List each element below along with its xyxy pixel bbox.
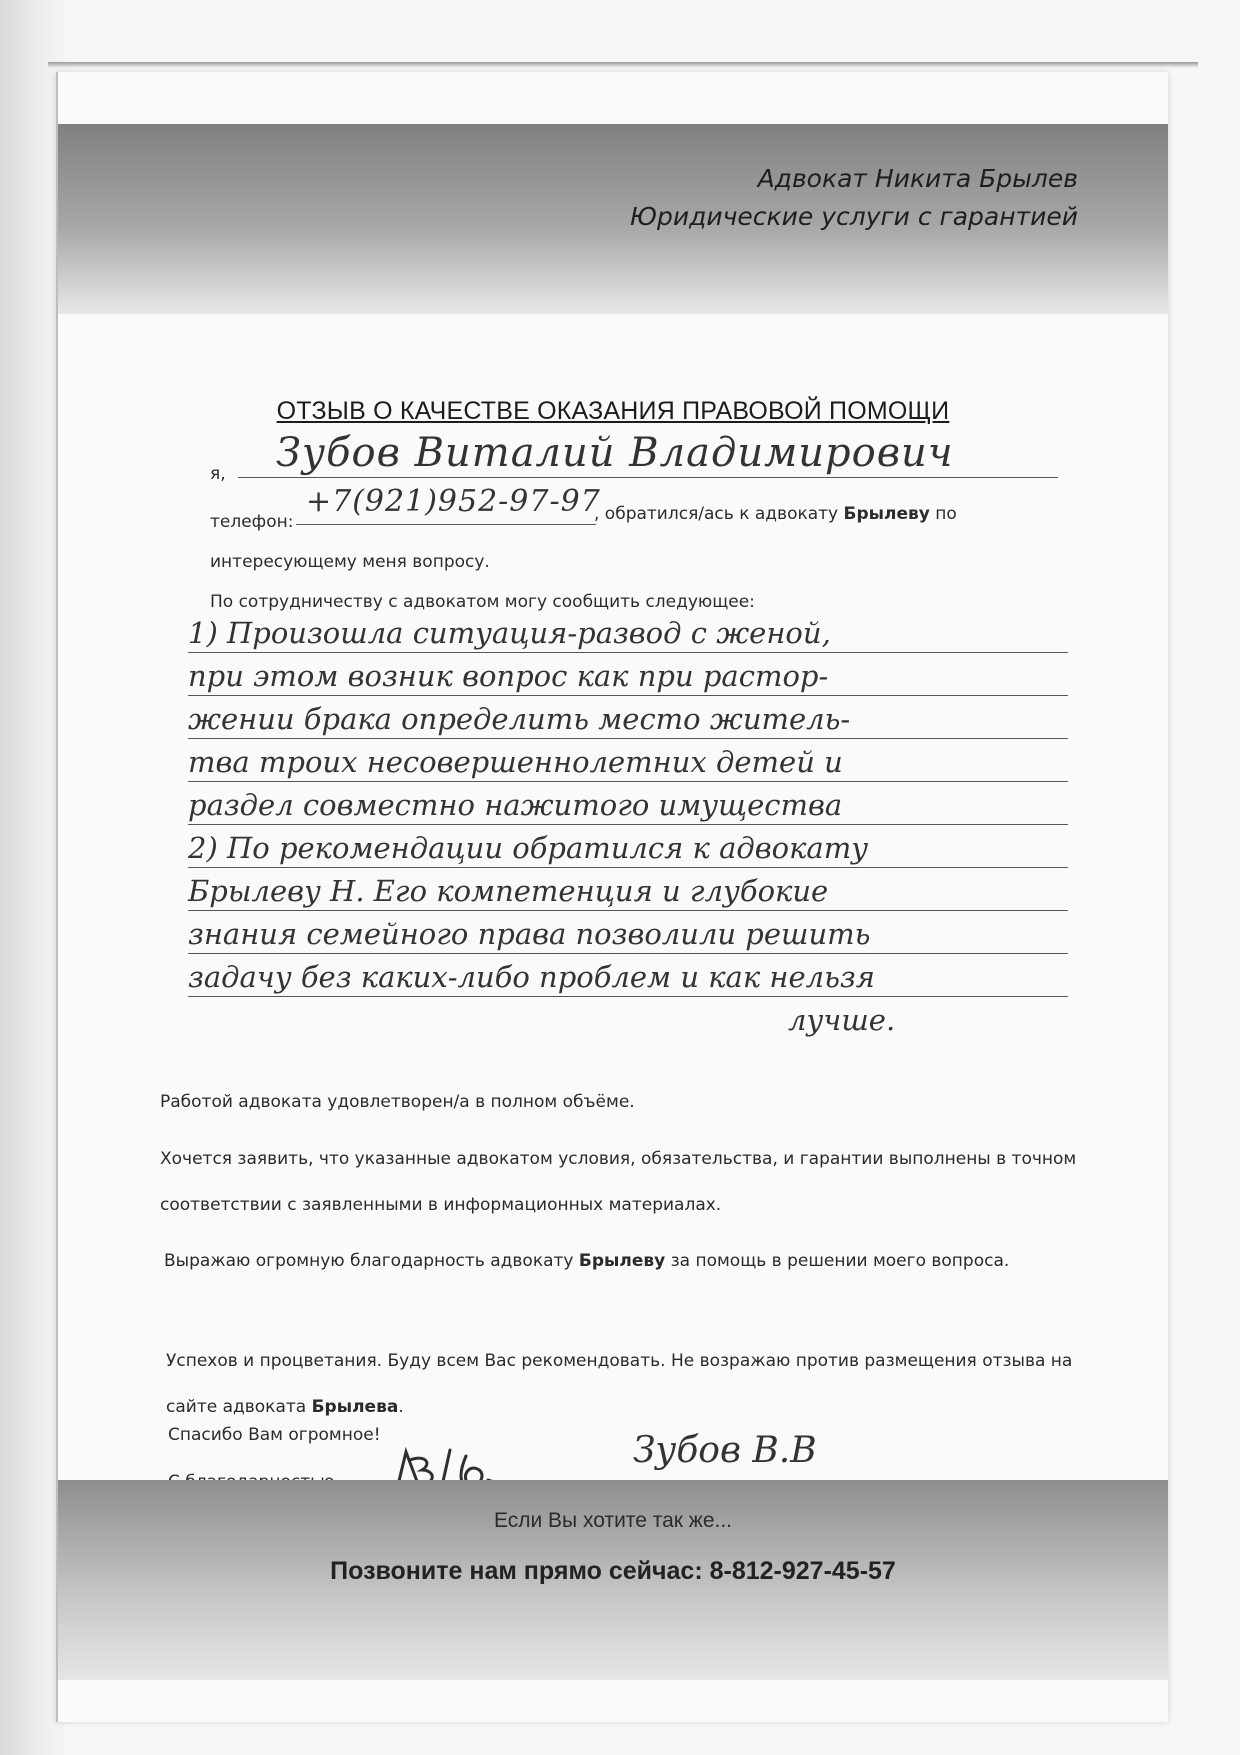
review-line: 1) Произошла ситуация-развод с женой, [188,616,831,650]
footer-phone-cta: Позвоните нам прямо сейчас: 8-812-927-45-57 [330,1557,896,1585]
signature-name-handwritten: Зубов В.В [633,1430,817,1471]
phone-suffix: , обратился/ась к адвокату Брылеву по [594,504,957,524]
i-label: я, [210,464,226,484]
review-line: тва троих несовершеннолетних детей и [188,745,843,779]
review-document-page [56,72,1168,1722]
header-brand [630,160,1078,236]
review-line: жении брака определить место житель- [188,702,851,736]
cooperation-intro: По сотрудничеству с адвокатом могу сообщить следующее: [210,592,755,612]
ruled-line [188,781,1068,782]
ruled-line [188,910,1068,911]
footer-invitation: Если Вы хотите так же... [493,1509,733,1532]
lawyer-name: Адвокат Никита Брылев [757,164,1078,193]
ruled-line [188,652,1068,653]
header-tagline: Юридические услуги с гарантией [630,202,1078,231]
review-line: при этом возник вопрос как при растор- [188,659,829,693]
question-line: интересующему меня вопросу. [210,552,490,572]
satisfaction-text: Работой адвоката удовлетворен/а в полном объёме. [160,1092,635,1112]
phone-underline [296,524,596,525]
review-line: задачу без каких-либо проблем и как нельзя [188,960,875,994]
ruled-line [188,824,1068,825]
client-name-handwritten: Зубов Виталий Владимирович [276,430,954,476]
thanks-text: Спасибо Вам огромное! [168,1425,381,1445]
client-phone-handwritten: +7(921)952-97-97 [306,484,601,519]
ruled-line [188,695,1068,696]
guarantees-text: Хочется заявить, что указанные адвокатом условия, обязательства, и гарантии выполнены в точном соответствии с заявленными в информационных материалах. [160,1149,1077,1215]
review-line: лучше. [788,1003,896,1037]
review-line: знания семейного права позволили решить [188,917,871,951]
phone-label: телефон: [210,512,294,532]
review-line: Брылеву Н. Его компетенция и глубокие [188,874,829,908]
ruled-line [188,867,1068,868]
document-title: ОТЗЫВ О КАЧЕСТВЕ ОКАЗАНИЯ ПРАВОВОЙ ПОМОЩИ [276,397,950,425]
name-underline [238,477,1058,478]
recommendation-text: Успехов и процветания. Буду всем Вас рекомендовать. Не возражаю против размещения отзыва на сайте адвоката Брылева. [166,1351,1073,1417]
review-line: 2) По рекомендации обратился к адвокату [188,831,869,865]
ruled-line [188,738,1068,739]
gratitude-text: Выражаю огромную благодарность адвокату Брылеву за помощь в решении моего вопроса. [164,1251,1010,1271]
handwritten-review [188,612,1108,1042]
review-line: раздел совместно нажитого имущества [188,788,843,822]
ruled-line [188,953,1068,954]
ruled-line [188,996,1068,997]
scan-top-shadow [48,62,1198,68]
